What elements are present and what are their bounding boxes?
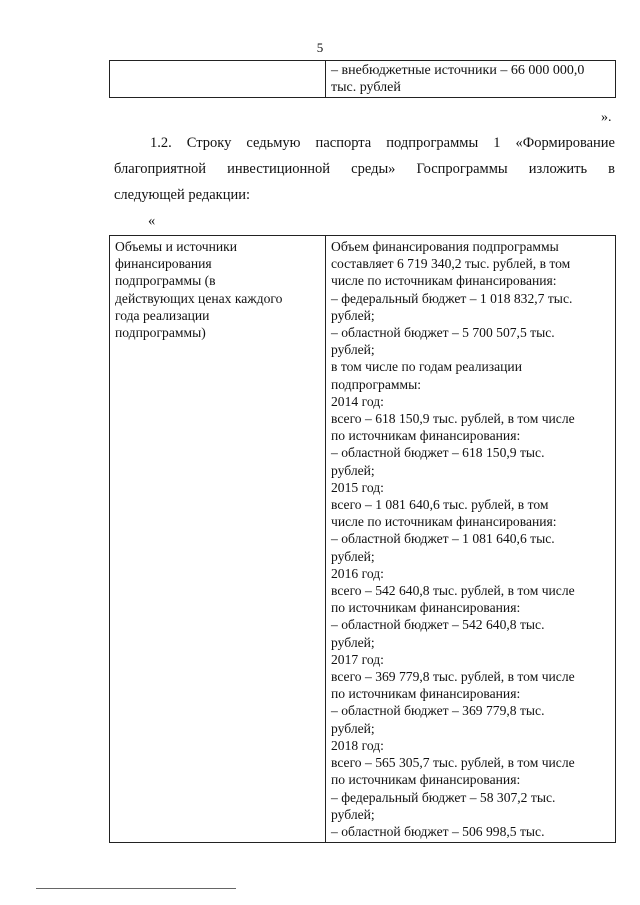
cell-line: по источникам финансирования: — [331, 686, 521, 702]
cell-line: подпрограммы) — [115, 325, 206, 341]
cell-line: всего – 1 081 640,6 тыс. рублей, в том — [331, 497, 549, 513]
table-cell-right — [326, 61, 616, 98]
cell-line: числе по источникам финансирования: — [331, 514, 557, 530]
table-row — [110, 236, 616, 843]
cell-line: Объем финансирования подпрограммы — [331, 239, 559, 254]
funding-details-cell — [326, 236, 616, 843]
cell-line: рублей; — [331, 342, 375, 358]
cell-line: рублей; — [331, 307, 375, 323]
funding-table — [109, 235, 616, 843]
cell-line: числе по источникам финансирования: — [331, 273, 557, 289]
cell-line: рублей; — [331, 548, 375, 564]
top-table — [109, 60, 616, 98]
cell-line: подпрограммы (в — [115, 273, 216, 289]
cell-line: всего – 618 150,9 тыс. рублей, в том числе — [331, 411, 575, 427]
cell-line: рублей; — [331, 806, 375, 822]
footer-divider — [36, 888, 236, 889]
cell-line: – федеральный бюджет – 1 018 832,7 тыс. — [331, 290, 573, 306]
amendment-paragraph — [114, 130, 615, 208]
funding-label-cell — [110, 236, 326, 843]
paragraph-line: 1.2. Строку седьмую паспорта подпрограммы 1 «Формирование — [150, 135, 615, 151]
cell-line: 2014 год: — [331, 393, 384, 409]
cell-line: по источникам финансирования: — [331, 772, 521, 788]
cell-line: по источникам финансирования: — [331, 600, 521, 616]
cell-line: – областной бюджет – 618 150,9 тыс. — [331, 445, 545, 461]
cell-line: рублей; — [331, 634, 375, 650]
opening-quote: « — [148, 213, 156, 229]
cell-line: Объемы и источники — [115, 239, 238, 254]
cell-line: по источникам финансирования: — [331, 428, 521, 444]
cell-line: – федеральный бюджет – 58 307,2 тыс. — [331, 789, 556, 805]
closing-quote: ». — [601, 110, 612, 125]
cell-line: 2015 год: — [331, 479, 384, 495]
cell-line: – областной бюджет – 369 779,8 тыс. — [331, 703, 545, 719]
cell-line: – областной бюджет – 542 640,8 тыс. — [331, 617, 545, 633]
page-number: 5 — [316, 40, 324, 55]
cell-line: – областной бюджет – 1 081 640,6 тыс. — [331, 531, 555, 547]
cell-line: 2017 год: — [331, 651, 384, 667]
cell-line: действующих ценах каждого — [115, 290, 283, 306]
cell-line: всего – 542 640,8 тыс. рублей, в том числе — [331, 583, 575, 599]
cell-line: года реализации — [115, 307, 210, 323]
cell-line: в том числе по годам реализации — [331, 359, 522, 375]
table-row — [110, 61, 616, 98]
cell-line: – областной бюджет – 506 998,5 тыс. — [331, 823, 545, 839]
paragraph-line: следующей редакции: — [114, 187, 251, 203]
cell-line: составляет 6 719 340,2 тыс. рублей, в том — [331, 256, 571, 272]
cell-line: всего – 369 779,8 тыс. рублей, в том числе — [331, 669, 575, 685]
cell-line: финансирования — [115, 256, 212, 272]
table-cell-left — [110, 61, 326, 98]
cell-line: – внебюджетные источники – 66 000 000,0 — [331, 63, 585, 78]
cell-line: – областной бюджет – 5 700 507,5 тыс. — [331, 325, 555, 341]
cell-line: 2016 год: — [331, 565, 384, 581]
cell-line: рублей; — [331, 720, 375, 736]
cell-line: рублей; — [331, 462, 375, 478]
cell-line: всего – 565 305,7 тыс. рублей, в том числе — [331, 755, 575, 771]
paragraph-line: благоприятной инвестиционной среды» Госпрограммы изложить в — [114, 161, 615, 177]
cell-line: 2018 год: — [331, 737, 384, 753]
cell-line: тыс. рублей — [331, 80, 401, 95]
cell-line: подпрограммы: — [331, 376, 421, 392]
